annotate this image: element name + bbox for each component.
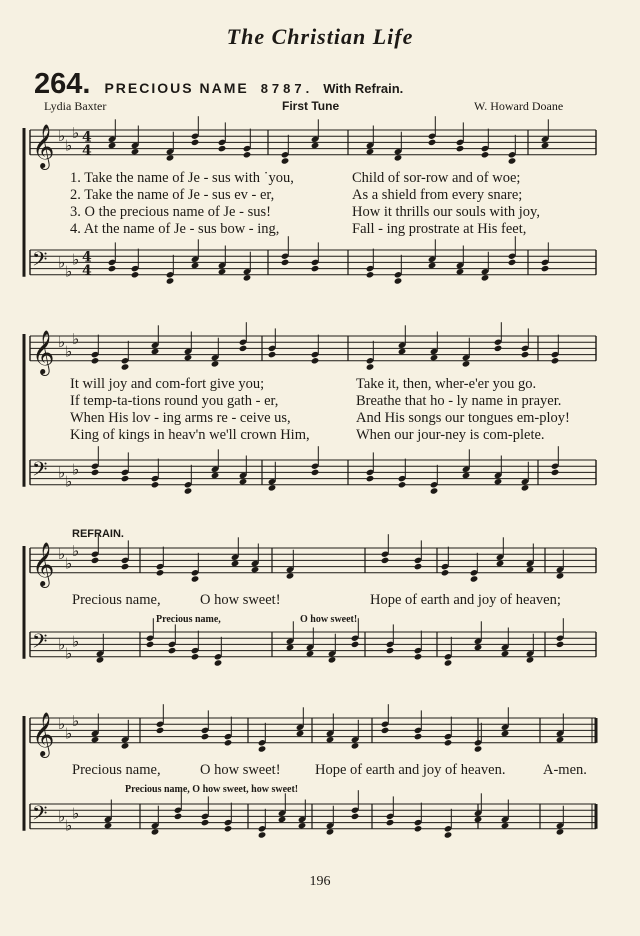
note-head: [430, 487, 439, 494]
note-head: [441, 569, 450, 576]
time-signature: 4: [82, 249, 92, 266]
note-head: [231, 560, 240, 567]
note-head: [218, 268, 227, 275]
flat-sign: ♭: [65, 816, 73, 835]
note-head: [414, 563, 423, 570]
flat-sign: ♭: [65, 554, 73, 573]
note-head: [121, 742, 130, 749]
note-head: [151, 481, 160, 488]
note-head: [224, 739, 233, 746]
note-head: [501, 822, 510, 829]
note-head: [306, 650, 315, 657]
note-head: [556, 572, 565, 579]
flat-sign: ♭: [58, 635, 66, 654]
note-head: [166, 154, 175, 161]
flat-sign: ♭: [65, 262, 73, 281]
note-head: [456, 145, 465, 152]
verse-2-part-4: Breathe that ho - ly name in prayer.: [356, 393, 562, 409]
note-head: [470, 575, 479, 582]
note-head: [214, 659, 223, 666]
note-head: [298, 822, 307, 829]
note-head: [444, 659, 453, 666]
refrain-1-lyric-c: Hope of earth and joy of heaven;: [370, 592, 561, 608]
flat-sign: ♭: [72, 330, 80, 349]
verse-1-part-2: Child of sor-row and of woe;: [352, 170, 521, 186]
note-head: [381, 557, 390, 564]
note-head: [156, 727, 165, 734]
note-head: [381, 727, 390, 734]
note-head: [351, 641, 360, 648]
hymn-meter: 8787.: [260, 81, 314, 96]
treble-clef: 𝄞: [32, 541, 55, 586]
note-head: [121, 563, 130, 570]
verse-1-part-1: 1. Take the name of Je - sus with ˙you,: [70, 170, 294, 186]
note-head: [474, 816, 483, 823]
flat-sign: ♭: [72, 460, 80, 479]
note-head: [474, 745, 483, 752]
verse-2-part-2: As a shield from every snare;: [352, 187, 523, 203]
note-head: [526, 656, 535, 663]
note-head: [104, 822, 113, 829]
refrain-2-lyric-a: Precious name,: [72, 762, 161, 778]
refrain-2-lyric-c: Hope of earth and joy of heaven.: [315, 762, 506, 778]
refrain-1-bass-cue-a: Precious name,: [156, 614, 221, 625]
flat-sign: ♭: [72, 250, 80, 269]
refrain-2-lyric-b: O how sweet!: [200, 762, 281, 778]
note-head: [108, 142, 117, 149]
flat-sign: ♭: [58, 127, 66, 146]
refrain-1-lyric-a: Precious name,: [72, 592, 161, 608]
note-head: [311, 142, 320, 149]
flat-sign: ♭: [58, 463, 66, 482]
note-head: [201, 733, 210, 740]
treble-clef: 𝄞: [32, 711, 55, 756]
note-head: [224, 825, 233, 832]
note-head: [556, 828, 565, 835]
hymn-refrain-note: With Refrain.: [323, 81, 404, 96]
refrain-2-bass-cue: Precious name, O how sweet, how sweet!: [125, 784, 299, 795]
note-head: [398, 348, 407, 355]
refrain-label: REFRAIN.: [72, 528, 124, 540]
note-head: [366, 148, 375, 155]
note-head: [481, 274, 490, 281]
note-head: [551, 357, 560, 364]
note-head: [541, 265, 550, 272]
note-head: [311, 357, 320, 364]
note-head: [462, 360, 471, 367]
words-author: Lydia Baxter: [44, 99, 107, 113]
note-head: [91, 469, 100, 476]
verse-3-part-1: 3. O the precious name of Je - sus!: [70, 204, 271, 220]
verse-3-part-2: How it thrills our souls with joy,: [352, 204, 540, 220]
note-head: [168, 647, 177, 654]
verse-2-part-3: If temp-ta-tions round you gath - er,: [70, 393, 279, 409]
note-head: [386, 647, 395, 654]
note-head: [541, 142, 550, 149]
note-head: [494, 345, 503, 352]
note-head: [311, 469, 320, 476]
tune-label: First Tune: [282, 99, 340, 113]
note-head: [551, 469, 560, 476]
note-head: [281, 157, 290, 164]
verse-1-part-3: It will joy and com-fort give you;: [70, 376, 265, 392]
flat-sign: ♭: [58, 807, 66, 826]
note-head: [430, 354, 439, 361]
flat-sign: ♭: [65, 342, 73, 361]
flat-sign: ♭: [65, 644, 73, 663]
note-head: [191, 262, 200, 269]
note-head: [521, 351, 530, 358]
note-head: [156, 569, 165, 576]
note-head: [286, 572, 295, 579]
note-head: [444, 739, 453, 746]
note-head: [326, 828, 335, 835]
note-head: [556, 641, 565, 648]
note-head: [474, 644, 483, 651]
note-head: [258, 831, 267, 838]
refrain-1-lyric-b: O how sweet!: [200, 592, 281, 608]
note-head: [556, 736, 565, 743]
note-head: [218, 145, 227, 152]
note-head: [366, 475, 375, 482]
note-head: [296, 730, 305, 737]
note-head: [414, 733, 423, 740]
note-head: [366, 363, 375, 370]
note-head: [131, 271, 140, 278]
note-head: [326, 736, 335, 743]
note-head: [366, 271, 375, 278]
time-signature: 4: [82, 129, 92, 146]
note-head: [151, 828, 160, 835]
note-head: [243, 151, 252, 158]
flat-sign: ♭: [65, 136, 73, 155]
note-head: [91, 557, 100, 564]
note-head: [351, 813, 360, 820]
hymn-title: PRECIOUS NAME: [104, 80, 249, 96]
note-head: [526, 566, 535, 573]
flat-sign: ♭: [65, 724, 73, 743]
refrain-2-amen: A-men.: [543, 762, 587, 778]
note-head: [151, 348, 160, 355]
note-head: [456, 268, 465, 275]
note-head: [251, 566, 260, 573]
verse-4-part-2: Fall - ing prostrate at His feet,: [352, 221, 527, 237]
note-head: [278, 816, 287, 823]
note-head: [191, 139, 200, 146]
flat-sign: ♭: [65, 472, 73, 491]
flat-sign: ♭: [58, 545, 66, 564]
note-head: [501, 730, 510, 737]
note-head: [462, 472, 471, 479]
note-head: [311, 265, 320, 272]
bass-clef: 𝄢: [32, 629, 48, 658]
note-head: [243, 274, 252, 281]
note-head: [211, 472, 220, 479]
time-signature: 4: [82, 142, 92, 159]
note-head: [258, 745, 267, 752]
flat-sign: ♭: [58, 715, 66, 734]
verse-4-part-4: When our jour-ney is com-plete.: [356, 427, 545, 443]
flat-sign: ♭: [58, 253, 66, 272]
note-head: [508, 157, 517, 164]
music-composer: W. Howard Doane: [474, 99, 564, 113]
note-head: [121, 363, 130, 370]
note-head: [501, 650, 510, 657]
flat-sign: ♭: [58, 333, 66, 352]
note-head: [191, 653, 200, 660]
note-head: [166, 277, 175, 284]
note-head: [328, 656, 337, 663]
treble-clef: 𝄞: [32, 329, 55, 374]
note-head: [394, 154, 403, 161]
bass-clef: 𝄢: [32, 247, 48, 276]
note-head: [146, 641, 155, 648]
note-head: [398, 481, 407, 488]
note-head: [286, 644, 295, 651]
page-number: 196: [309, 874, 331, 889]
note-head: [239, 345, 248, 352]
note-head: [428, 139, 437, 146]
note-head: [268, 484, 277, 491]
note-head: [121, 475, 130, 482]
note-head: [191, 575, 200, 582]
note-head: [174, 813, 183, 820]
note-head: [481, 151, 490, 158]
note-head: [508, 259, 517, 266]
verse-4-part-3: King of kings in heav'n we'll crown Him,: [70, 427, 310, 443]
note-head: [184, 487, 193, 494]
flat-sign: ♭: [72, 124, 80, 143]
note-head: [494, 478, 503, 485]
bass-clef: 𝄢: [32, 457, 48, 486]
note-head: [351, 742, 360, 749]
bass-clef: 𝄢: [32, 801, 48, 830]
verse-3-part-3: When His lov - ing arms re - ceive us,: [70, 410, 291, 426]
flat-sign: ♭: [72, 632, 80, 651]
time-signature: 4: [82, 262, 92, 279]
flat-sign: ♭: [72, 712, 80, 731]
note-head: [96, 656, 105, 663]
note-head: [281, 259, 290, 266]
note-head: [211, 360, 220, 367]
note-head: [414, 825, 423, 832]
note-head: [394, 277, 403, 284]
hymn-number: 264.: [34, 68, 91, 100]
note-head: [428, 262, 437, 269]
note-head: [184, 354, 193, 361]
refrain-1-bass-cue-b: O how sweet!: [300, 614, 358, 625]
note-head: [108, 265, 117, 272]
note-head: [386, 819, 395, 826]
note-head: [268, 351, 277, 358]
note-head: [91, 357, 100, 364]
verse-4-part-1: 4. At the name of Je - sus bow - ing,: [70, 221, 280, 237]
flat-sign: ♭: [72, 542, 80, 561]
verse-3-part-4: And His songs our tongues em-ploy!: [356, 410, 570, 426]
flat-sign: ♭: [72, 804, 80, 823]
treble-clef: 𝄞: [32, 123, 55, 168]
note-head: [496, 560, 505, 567]
note-head: [444, 831, 453, 838]
note-head: [201, 819, 210, 826]
section-title: The Christian Life: [226, 24, 414, 49]
note-head: [414, 653, 423, 660]
verse-2-part-1: 2. Take the name of Je - sus ev - er,: [70, 187, 275, 203]
note-head: [131, 148, 140, 155]
note-head: [239, 478, 248, 485]
note-head: [91, 736, 100, 743]
verse-1-part-4: Take it, then, wher-e'er you go.: [356, 376, 537, 392]
note-head: [521, 484, 530, 491]
